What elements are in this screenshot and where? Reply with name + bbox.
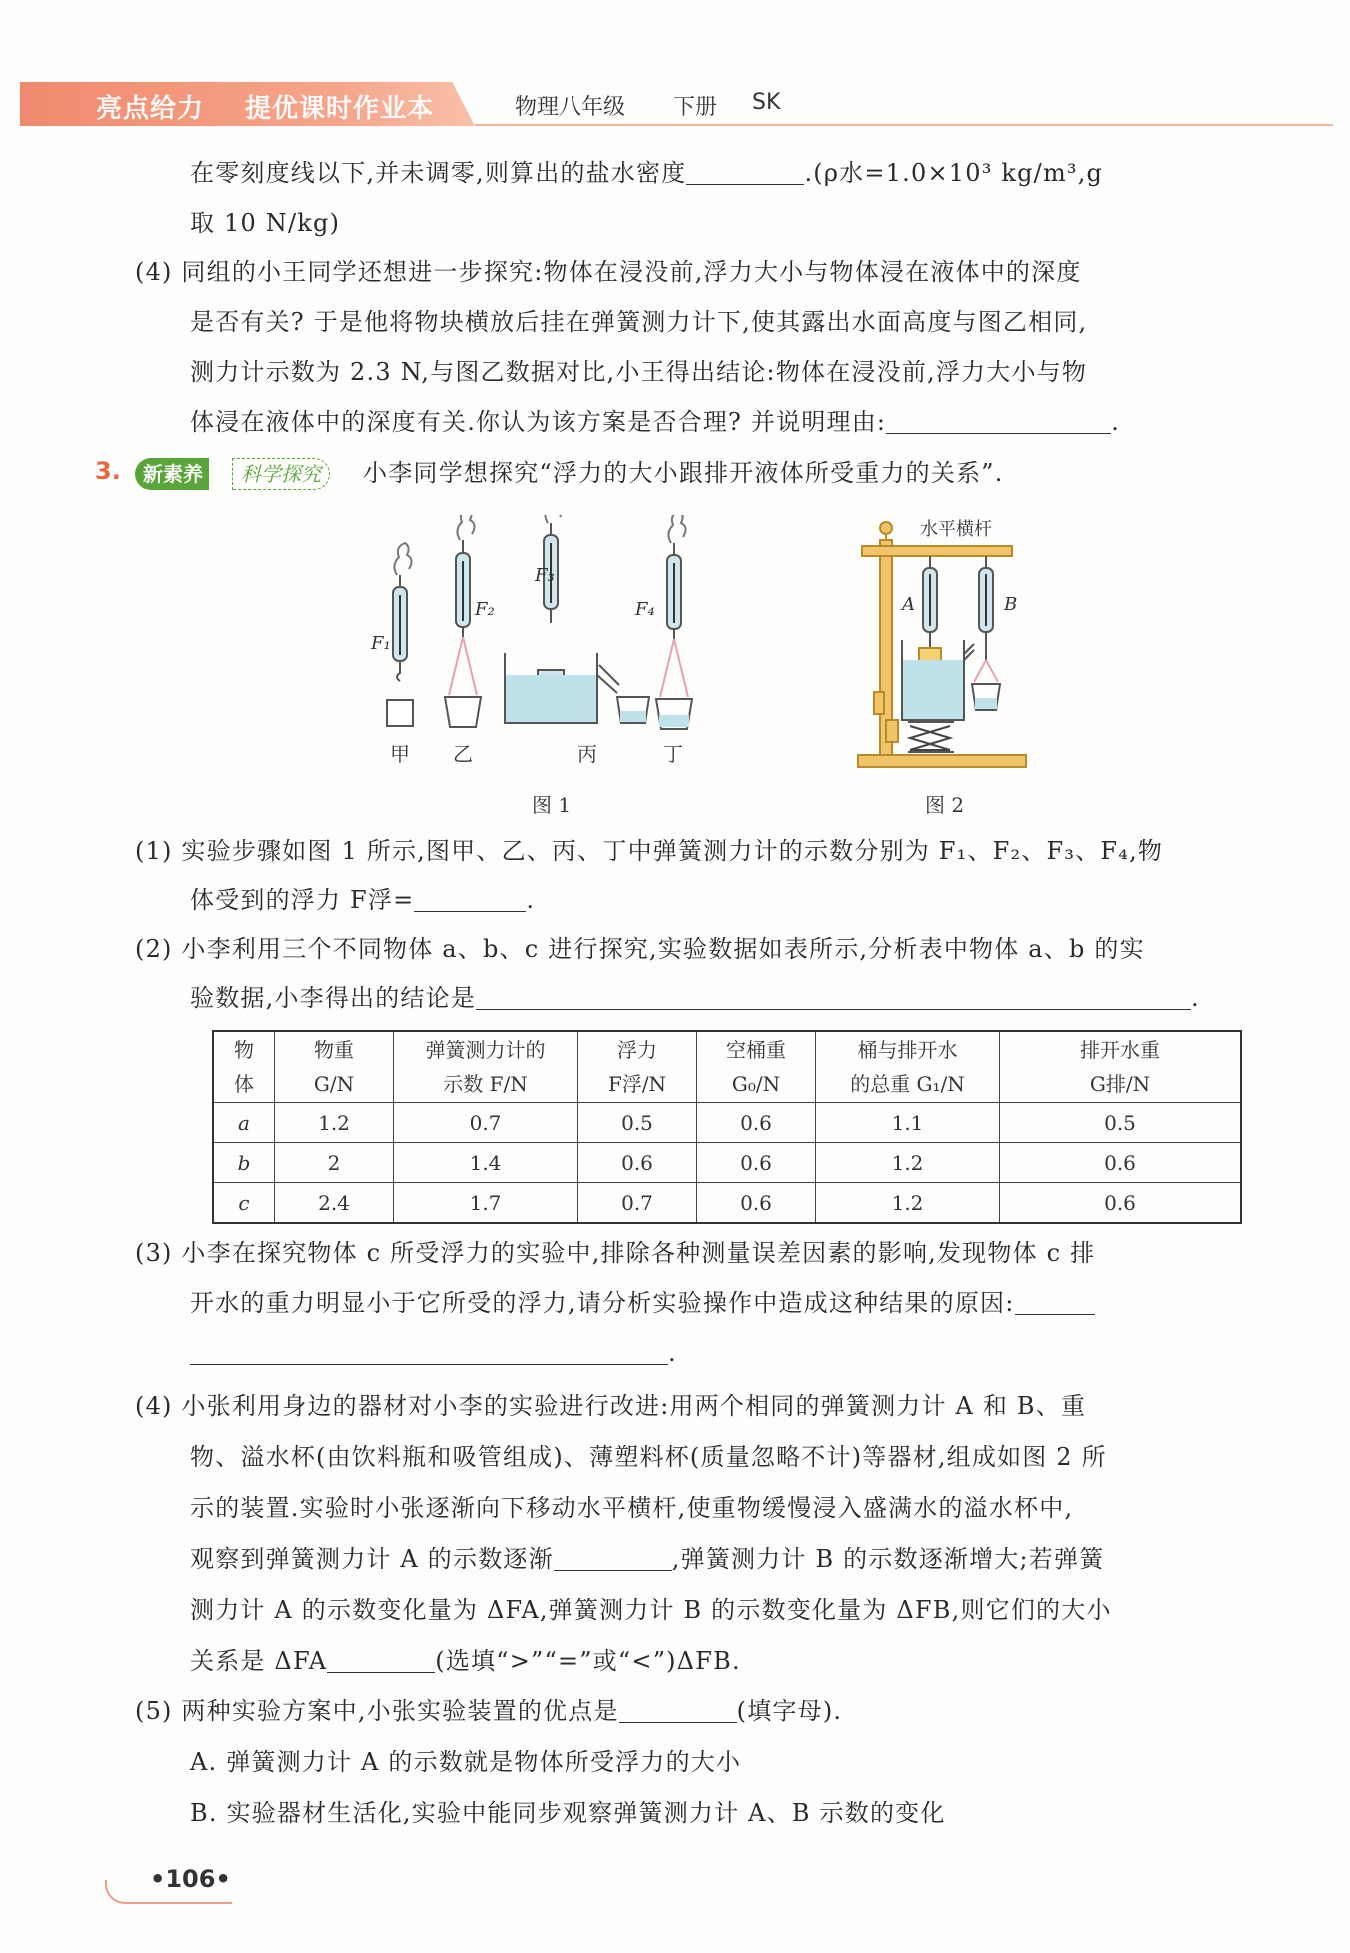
table-cell: 2 [275, 1143, 394, 1183]
table-cell: a [213, 1103, 275, 1143]
table-row [213, 1183, 1241, 1224]
option-b: B. 实验器材生活化,实验中能同步观察弹簧测力计 A、B 示数的变化 [190, 1799, 946, 1827]
answer-blank[interactable] [476, 983, 1191, 1010]
table-cell: b [213, 1143, 275, 1183]
q3-text: 验数据,小李得出的结论是 [190, 984, 477, 1012]
answer-blank[interactable] [327, 1646, 435, 1673]
q3-text: ,弹簧测力计 B 的示数逐渐增大;若弹簧 [671, 1545, 1105, 1573]
answer-blank[interactable] [886, 407, 1111, 434]
q3-p3-line-2 [190, 1286, 1095, 1320]
answer-blank[interactable] [1015, 1288, 1095, 1315]
table-cell: 1.7 [394, 1183, 578, 1224]
table-cell: 0.7 [394, 1103, 578, 1143]
table-cell: 0.5 [1000, 1103, 1242, 1143]
header-weight: 物重 G/N [275, 1031, 394, 1103]
table-cell: 0.6 [697, 1103, 816, 1143]
label-f3: F₃ [535, 565, 555, 586]
q2-p4-line-1: (4) 同组的小王同学还想进一步探究:物体在浸没前,浮力大小与物体浸在液体中的深度 [135, 258, 1082, 286]
header-scale-reading: 弹簧测力计的 示数 F/N [394, 1031, 578, 1103]
q2-text: 体浸在液体中的深度有关.你认为该方案是否合理? 并说明理由: [190, 408, 887, 436]
figure-1 [355, 515, 700, 815]
period: . [1111, 408, 1121, 436]
q2-p4-line-3: 测力计示数为 2.3 N,与图乙数据对比,小王得出结论:物体在浸没前,浮力大小与物 [190, 358, 1088, 386]
answer-blank[interactable] [686, 158, 804, 185]
q3-text: 体受到的浮力 F浮= [190, 886, 415, 914]
period: . [1191, 984, 1200, 1012]
table-cell: 0.6 [697, 1183, 816, 1224]
label-f2: F₂ [475, 599, 495, 620]
table-cell: 0.6 [697, 1143, 816, 1183]
q2-p4-line-4 [190, 405, 1120, 439]
q3-p5-line-1 [135, 1694, 842, 1728]
q3-p3-line-1: (3) 小李在探究物体 c 所受浮力的实验中,排除各种测量误差因素的影响,发现物体 c 排 [135, 1239, 1096, 1267]
label-ding: 丁 [663, 742, 683, 766]
table-cell: c [213, 1183, 275, 1224]
q3-p3-line-3 [190, 1336, 677, 1370]
q3-p4-line-4 [190, 1542, 1104, 1576]
table-cell: 0.6 [578, 1143, 697, 1183]
q3-text: 关系是 ΔFA [190, 1647, 328, 1675]
header-bucket-total: 桶与排开水 的总重 G₁/N [816, 1031, 1000, 1103]
table-cell: 2.4 [275, 1183, 394, 1224]
label-yi: 乙 [453, 742, 473, 766]
label-jia: 甲 [390, 742, 410, 766]
q3-p1-line-2 [190, 883, 535, 917]
question-number: 3. [95, 457, 121, 485]
header-buoyancy: 浮力 F浮/N [578, 1031, 697, 1103]
header-rule [475, 124, 1333, 126]
table-cell: 1.1 [816, 1103, 1000, 1143]
q3-p1-line-1: (1) 实验步骤如图 1 所示,图甲、乙、丙、丁中弹簧测力计的示数分别为 F₁、F₂、F₃、F₄,物 [135, 837, 1164, 865]
answer-blank[interactable] [190, 1338, 668, 1365]
table-header-row [213, 1031, 1241, 1103]
q3-p2-line-2 [190, 981, 1200, 1015]
page-number: •106• [150, 1865, 231, 1893]
period: . [668, 1339, 677, 1367]
data-table [212, 1030, 1242, 1224]
header-volume: 下册 [673, 95, 718, 120]
q3-text: 开水的重力明显小于它所受的浮力,请分析实验操作中造成这种结果的原因: [190, 1289, 1015, 1317]
header-brand-sub: 提优课时作业本 [245, 94, 435, 124]
table-cell: 1.2 [816, 1183, 1000, 1224]
header-displaced-water: 排开水重 G排/N [1000, 1031, 1242, 1103]
q2-p4-line-2: 是否有关? 于是他将物块横放后挂在弹簧测力计下,使其露出水面高度与图乙相同, [190, 308, 1088, 336]
label-f1: F₁ [371, 633, 391, 654]
tag-science-inquiry: 科学探究 [232, 458, 330, 490]
q2-line-1 [190, 156, 1103, 190]
figure-2 [850, 510, 1040, 775]
q2-text: .(ρ水=1.0×10³ kg/m³,g [804, 159, 1104, 187]
header-object: 物 体 [213, 1031, 275, 1103]
tag-new-literacy: 新素养 [135, 458, 209, 490]
q3-p4-line-5: 测力计 A 的示数变化量为 ΔFA,弹簧测力计 B 的示数变化量为 ΔFB,则它们的大小 [190, 1596, 1112, 1624]
table-row [213, 1143, 1241, 1183]
q3-intro: 小李同学想探究“浮力的大小跟排开液体所受重力的关系”. [363, 459, 1004, 487]
label-f4: F₄ [635, 599, 655, 620]
table-cell: 0.7 [578, 1183, 697, 1224]
figure-2-caption: 图 2 [925, 793, 965, 817]
q3-p4-line-3: 示的装置.实验时小张逐渐向下移动水平横杆,使重物缓慢浸入盛满水的溢水杯中, [190, 1494, 1074, 1522]
period: . [526, 886, 536, 914]
header-empty-bucket: 空桶重 G₀/N [697, 1031, 816, 1103]
q3-text: (选填“>”“=”或“<”)ΔFB. [435, 1647, 741, 1675]
q3-text: 观察到弹簧测力计 A 的示数逐渐 [190, 1545, 554, 1573]
answer-blank[interactable] [414, 885, 526, 912]
table-cell: 0.5 [578, 1103, 697, 1143]
header-brand: 亮点给力 [96, 94, 205, 124]
figure-1-caption: 图 1 [532, 793, 572, 817]
answer-blank[interactable] [619, 1696, 737, 1723]
label-spring-b: B [1004, 594, 1018, 615]
table-cell: 1.2 [275, 1103, 394, 1143]
table-cell: 0.6 [1000, 1143, 1242, 1183]
q3-p4-line-2: 物、溢水杯(由饮料瓶和吸管组成)、薄塑料杯(质量忽略不计)等器材,组成如图 2 所 [190, 1443, 1107, 1471]
q3-p2-line-1: (2) 小李利用三个不同物体 a、b、c 进行探究,实验数据如表所示,分析表中物体 a、b 的实 [135, 935, 1145, 963]
q3-text: (5) 两种实验方案中,小张实验装置的优点是 [135, 1697, 619, 1725]
q3-p4-line-1: (4) 小张利用身边的器材对小李的实验进行改进:用两个相同的弹簧测力计 A 和 B、重 [135, 1392, 1087, 1420]
label-horizontal-bar: 水平横杆 [920, 519, 992, 540]
q3-text: (填字母). [736, 1697, 843, 1725]
table-cell: 0.6 [1000, 1183, 1242, 1224]
q3-p4-line-6 [190, 1644, 741, 1678]
header-edition: SK [752, 90, 781, 115]
q2-line-2: 取 10 N/kg) [190, 209, 341, 237]
answer-blank[interactable] [554, 1544, 672, 1571]
option-a: A. 弹簧测力计 A 的示数就是物体所受浮力的大小 [190, 1748, 742, 1776]
header-subject: 物理八年级 [515, 95, 626, 120]
label-bing: 丙 [577, 742, 597, 766]
q2-text: 在零刻度线以下,并未调零,则算出的盐水密度 [190, 159, 687, 187]
table-cell: 1.4 [394, 1143, 578, 1183]
label-spring-a: A [902, 594, 915, 615]
table-row [213, 1103, 1241, 1143]
table-cell: 1.2 [816, 1143, 1000, 1183]
